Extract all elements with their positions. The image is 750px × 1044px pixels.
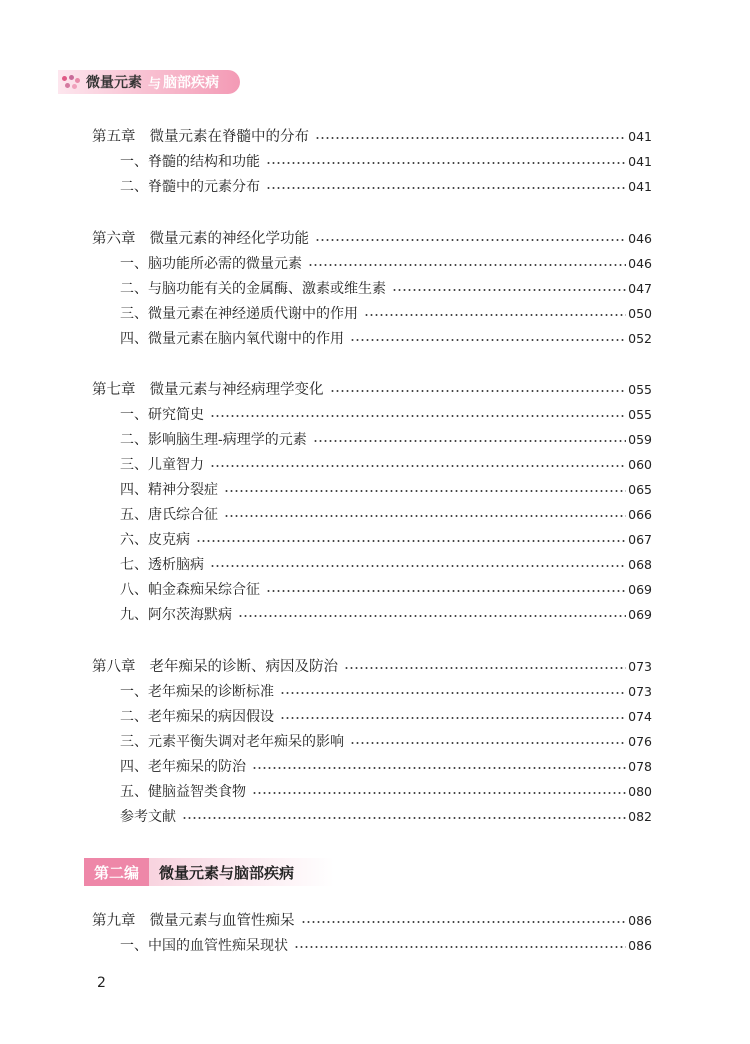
decorative-dots-icon xyxy=(60,72,82,92)
section-title: 一、中国的血管性痴呆现状 xyxy=(120,938,288,954)
chapter-title: 老年痴呆的诊断、病因及防治 xyxy=(149,659,338,675)
toc-section[interactable] xyxy=(120,176,652,198)
page-ref: 068 xyxy=(628,557,652,572)
section-title: 一、研究简史 xyxy=(120,407,204,423)
toc-section[interactable] xyxy=(120,429,652,451)
chapter-number: 第七章 xyxy=(92,382,136,398)
chapter-title: 微量元素的神经化学功能 xyxy=(149,231,309,247)
section-title: 三、元素平衡失调对老年痴呆的影响 xyxy=(120,734,344,750)
section-title: 四、精神分裂症 xyxy=(120,482,218,498)
chapter-title: 微量元素与神经病理学变化 xyxy=(149,382,324,398)
dot-leader xyxy=(308,264,626,266)
toc-section[interactable] xyxy=(120,328,652,350)
toc-section[interactable] xyxy=(120,404,652,426)
section-title: 八、帕金森痴呆综合征 xyxy=(120,582,260,598)
page-ref: 086 xyxy=(628,913,652,928)
dot-leader xyxy=(224,515,626,517)
page-ref: 041 xyxy=(628,154,652,169)
part-banner xyxy=(84,858,334,886)
chapter-title: 微量元素在脊髓中的分布 xyxy=(149,129,309,145)
section-title: 六、皮克病 xyxy=(120,532,190,548)
header-connector: 与 xyxy=(148,76,162,92)
dot-leader xyxy=(238,615,626,617)
toc-section[interactable] xyxy=(120,454,652,476)
section-title: 一、老年痴呆的诊断标准 xyxy=(120,684,274,700)
dot-leader xyxy=(224,490,626,492)
toc-section[interactable] xyxy=(120,781,652,803)
page-ref: 046 xyxy=(628,231,652,246)
dot-leader xyxy=(313,440,626,442)
header-book-title-right: 脑部疾病 xyxy=(163,75,220,91)
dot-leader xyxy=(210,565,626,567)
dot-leader xyxy=(280,717,626,719)
toc-section[interactable] xyxy=(120,479,652,501)
toc-chapter-8[interactable] xyxy=(92,656,652,678)
dot-leader xyxy=(266,162,626,164)
page-ref: 065 xyxy=(628,482,652,497)
section-title: 九、阿尔茨海默病 xyxy=(120,607,232,623)
toc-section[interactable] xyxy=(120,706,652,728)
page-ref: 076 xyxy=(628,734,652,749)
dot-leader xyxy=(266,590,626,592)
section-title: 四、微量元素在脑内氧代谢中的作用 xyxy=(120,331,344,347)
toc-chapter-7[interactable] xyxy=(92,379,652,401)
toc-section[interactable] xyxy=(120,504,652,526)
dot-leader xyxy=(392,289,626,291)
dot-leader xyxy=(210,465,626,467)
page-ref: 080 xyxy=(628,784,652,799)
page-ref: 073 xyxy=(628,684,652,699)
toc-section[interactable] xyxy=(120,731,652,753)
section-title: 五、健脑益智类食物 xyxy=(120,784,246,800)
dot-leader xyxy=(252,767,626,769)
page-ref: 067 xyxy=(628,532,652,547)
section-title: 三、微量元素在神经递质代谢中的作用 xyxy=(120,306,358,322)
page-ref: 066 xyxy=(628,507,652,522)
page-ref: 047 xyxy=(628,281,652,296)
toc-section[interactable] xyxy=(120,278,652,300)
page-ref: 074 xyxy=(628,709,652,724)
section-title: 五、唐氏综合征 xyxy=(120,507,218,523)
toc-section[interactable] xyxy=(120,604,652,626)
chapter-number: 第五章 xyxy=(92,129,136,145)
chapter-title: 微量元素与血管性痴呆 xyxy=(149,913,295,929)
page-ref: 059 xyxy=(628,432,652,447)
page-ref: 078 xyxy=(628,759,652,774)
chapter-number: 第八章 xyxy=(92,659,136,675)
section-title: 四、老年痴呆的防治 xyxy=(120,759,246,775)
section-title: 三、儿童智力 xyxy=(120,457,204,473)
dot-leader xyxy=(344,667,626,669)
dot-leader xyxy=(315,137,626,139)
dot-leader xyxy=(280,692,626,694)
section-title: 一、脊髓的结构和功能 xyxy=(120,154,260,170)
dot-leader xyxy=(252,792,626,794)
dot-leader xyxy=(210,415,626,417)
page-number: 2 xyxy=(97,975,106,991)
section-title: 二、脊髓中的元素分布 xyxy=(120,179,260,195)
toc-section[interactable] xyxy=(120,579,652,601)
toc-chapter-9[interactable] xyxy=(92,910,652,932)
dot-leader xyxy=(301,921,627,923)
toc-chapter-6[interactable] xyxy=(92,228,652,250)
toc-section[interactable] xyxy=(120,681,652,703)
section-title: 参考文献 xyxy=(120,809,176,825)
section-title: 七、透析脑病 xyxy=(120,557,204,573)
section-title: 二、老年痴呆的病因假设 xyxy=(120,709,274,725)
toc-section[interactable] xyxy=(120,935,652,957)
page-ref: 046 xyxy=(628,256,652,271)
page-ref: 073 xyxy=(628,659,652,674)
section-title: 二、影响脑生理-病理学的元素 xyxy=(120,432,307,448)
part-title: 微量元素与脑部疾病 xyxy=(159,863,295,882)
dot-leader xyxy=(315,239,626,241)
dot-leader xyxy=(266,187,626,189)
toc-section[interactable] xyxy=(120,253,652,275)
toc-section[interactable] xyxy=(120,554,652,576)
page-ref: 041 xyxy=(628,129,652,144)
page-ref: 082 xyxy=(628,809,652,824)
page-ref: 055 xyxy=(628,382,652,397)
section-title: 一、脑功能所必需的微量元素 xyxy=(120,256,302,272)
page-ref: 086 xyxy=(628,938,652,953)
header-book-title-left: 微量元素 xyxy=(86,75,142,91)
page-ref: 050 xyxy=(628,306,652,321)
page-ref: 052 xyxy=(628,331,652,346)
toc-section[interactable] xyxy=(120,529,652,551)
page-ref: 055 xyxy=(628,407,652,422)
dot-leader xyxy=(294,946,626,948)
toc-references[interactable] xyxy=(120,806,652,828)
dot-leader xyxy=(364,314,626,316)
running-header xyxy=(58,70,240,94)
toc-chapter-5[interactable] xyxy=(92,126,652,148)
page-ref: 069 xyxy=(628,607,652,622)
page-ref: 069 xyxy=(628,582,652,597)
page-ref: 060 xyxy=(628,457,652,472)
part-label: 第二编 xyxy=(84,858,149,886)
page-ref: 041 xyxy=(628,179,652,194)
chapter-number: 第六章 xyxy=(92,231,136,247)
section-title: 二、与脑功能有关的金属酶、激素或维生素 xyxy=(120,281,386,297)
dot-leader xyxy=(182,817,626,819)
dot-leader xyxy=(196,540,626,542)
toc-section[interactable] xyxy=(120,303,652,325)
toc-section[interactable] xyxy=(120,756,652,778)
dot-leader xyxy=(350,339,626,341)
dot-leader xyxy=(330,390,627,392)
chapter-number: 第九章 xyxy=(92,913,136,929)
toc-section[interactable] xyxy=(120,151,652,173)
dot-leader xyxy=(350,742,626,744)
